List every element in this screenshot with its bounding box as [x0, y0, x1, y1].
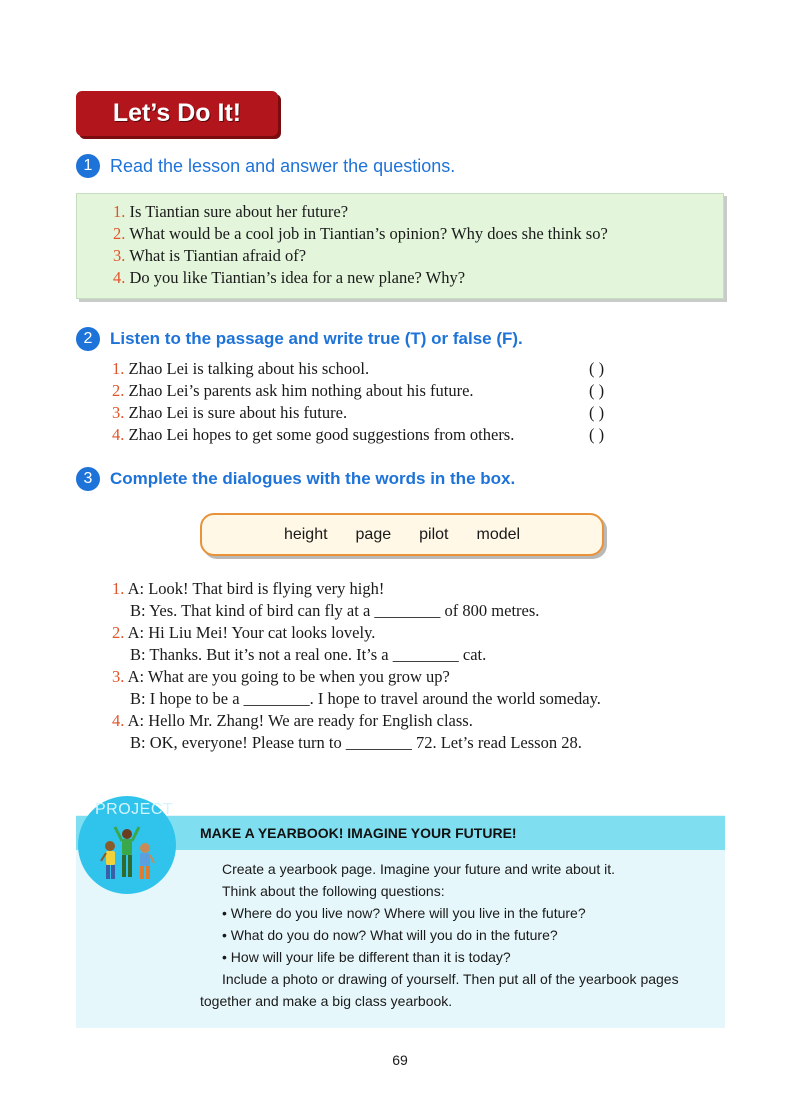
list-item: 3. Zhao Lei is sure about his future. ( ): [112, 403, 605, 422]
word-page: page: [355, 525, 392, 543]
section-1-title: Read the lesson and answer the questions.: [110, 155, 456, 176]
dialogue-line: 3. A: What are you going to be when you grow up?: [112, 667, 450, 686]
answer-blank[interactable]: ( ): [589, 403, 605, 422]
dialogue-list: [112, 578, 601, 754]
dialogue-line: B: I hope to be a ________. I hope to travel around the world someday.: [130, 689, 601, 708]
list-item: 2. Zhao Lei’s parents ask him nothing about his future. ( ): [112, 381, 605, 400]
instruction-line: Include a photo or drawing of yourself. Then put all of the yearbook pages: [222, 971, 679, 987]
project-title: MAKE A YEARBOOK! IMAGINE YOUR FUTURE!: [200, 825, 517, 841]
question-list: [113, 201, 608, 289]
instruction-line: • How will your life be different than it is today?: [222, 949, 511, 965]
word-model: model: [476, 525, 521, 543]
section-2-title: Listen to the passage and write true (T) or false (F).: [110, 329, 523, 348]
instruction-line: Think about the following questions:: [222, 883, 445, 899]
word-box: [200, 513, 604, 556]
word-height: height: [283, 525, 328, 543]
section-1-number: 1: [76, 154, 100, 178]
questions-box: [76, 193, 724, 299]
instruction-line: together and make a big class yearbook.: [200, 993, 453, 1009]
instruction-line: • Where do you live now? Where will you live in the future?: [222, 905, 586, 921]
list-item: 1. Is Tiantian sure about her future?: [113, 202, 349, 221]
dialogue-line: 4. A: Hello Mr. Zhang! We are ready for English class.: [112, 711, 473, 730]
section-2-number: 2: [76, 327, 100, 351]
project-label: PROJECT: [95, 801, 174, 818]
page-number: 69: [392, 1052, 408, 1068]
answer-blank[interactable]: ( ): [589, 425, 605, 444]
project-instructions: [200, 858, 724, 1012]
dialogue-line: 2. A: Hi Liu Mei! Your cat looks lovely.: [112, 623, 376, 642]
dialogue-line: B: Thanks. But it’s not a real one. It’s a ________ cat.: [130, 645, 487, 664]
answer-blank[interactable]: ( ): [589, 381, 605, 400]
list-item: 3. What is Tiantian afraid of?: [113, 246, 307, 265]
list-item: 4. Do you like Tiantian’s idea for a new plane? Why?: [113, 268, 466, 287]
section-3-title: Complete the dialogues with the words in the box.: [110, 469, 516, 488]
section-banner: [76, 91, 278, 136]
section-3-number: 3: [76, 467, 100, 491]
dialogue-line: 1. A: Look! That bird is flying very high!: [112, 579, 385, 598]
banner-title: Let’s Do It!: [112, 99, 242, 127]
list-item: 1. Zhao Lei is talking about his school. ( ): [112, 359, 605, 378]
list-item: 4. Zhao Lei hopes to get some good suggestions from others. ( ): [112, 425, 605, 444]
section-2-heading: [76, 327, 523, 351]
children-illustration-icon: [96, 822, 158, 886]
instruction-line: • What do you do now? What will you do in the future?: [222, 927, 558, 943]
section-1-heading: [76, 154, 455, 178]
instruction-line: Create a yearbook page. Imagine your future and write about it.: [222, 861, 616, 877]
dialogue-line: B: Yes. That kind of bird can fly at a ________ of 800 metres.: [130, 601, 540, 620]
section-3-heading: [76, 467, 515, 491]
list-item: 2. What would be a cool job in Tiantian’s opinion? Why does she think so?: [113, 224, 608, 243]
word-pilot: pilot: [419, 525, 449, 543]
answer-blank[interactable]: ( ): [589, 359, 605, 378]
dialogue-line: B: OK, everyone! Please turn to ________ 72. Let’s read Lesson 28.: [130, 733, 582, 752]
true-false-list: [112, 358, 642, 446]
